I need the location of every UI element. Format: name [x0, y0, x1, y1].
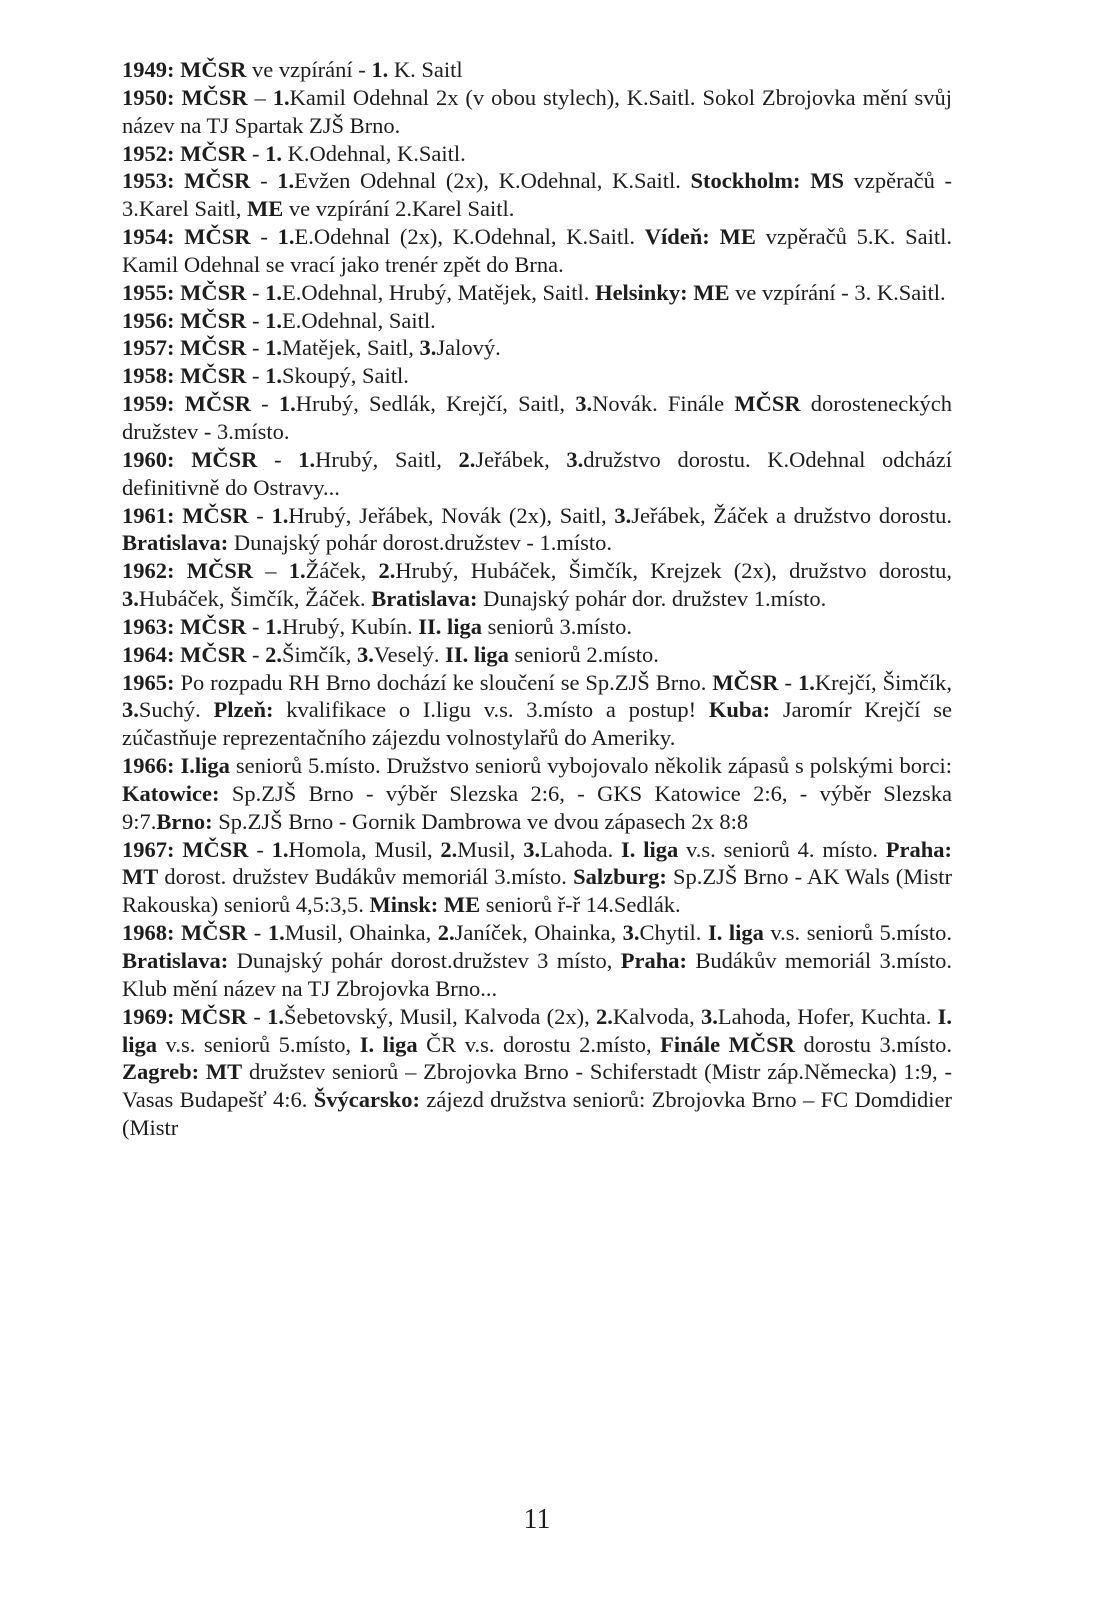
text-segment: -: [778, 669, 798, 695]
bold-segment: 2.: [458, 446, 476, 472]
text-segment: [175, 558, 187, 583]
text-segment: Šebetovský, Musil, Kalvoda (2x),: [284, 1003, 596, 1029]
text-segment: v.s. seniorů 4. místo.: [678, 836, 886, 862]
text-segment: Kalvoda,: [612, 1003, 701, 1029]
bold-segment: Bratislava:: [371, 586, 478, 612]
bold-segment: 1961:: [122, 502, 175, 528]
bold-segment: Katowice:: [122, 780, 220, 806]
page-number: 11: [523, 1504, 551, 1535]
bold-segment: 1.: [277, 168, 295, 194]
bold-segment: MČSR: [186, 558, 254, 584]
bold-segment: I. liga: [122, 1003, 953, 1057]
bold-segment: Švýcarsko:: [313, 1087, 421, 1113]
text-segment: v.s. seniorů 5.místo,: [157, 1031, 360, 1057]
bold-segment: 2.: [265, 641, 282, 667]
bold-segment: 1969:: [122, 1003, 175, 1029]
text-segment: -: [246, 279, 266, 305]
bold-segment: 3.: [122, 586, 139, 612]
bold-segment: II. liga: [418, 613, 483, 639]
bold-segment: MČSR: [180, 57, 247, 82]
bold-segment: MČSR: [184, 168, 251, 194]
bold-segment: MČSR: [180, 140, 247, 166]
text-segment: E.Odehnal (2x), K.Odehnal, K.Saitl.: [294, 224, 645, 250]
text-segment: Jaromír Krejčí se zúčastňuje reprezentačního zájezdu volnostylařů do Ameriky.: [122, 697, 952, 751]
text-segment: Sp.ZJŠ Brno - Gornik Dambrowa ve dvou zápasech 2x 8:8: [212, 808, 749, 834]
bold-segment: 1955:: [122, 279, 175, 305]
text-segment: ve vzpírání - 3. K.Saitl.: [729, 279, 946, 305]
text-segment: Po rozpadu RH Brno dochází ke sloučení se Sp.ZJŠ Brno.: [174, 669, 713, 695]
text-segment: Budákův memoriál 3.místo. Klub mění název na TJ Zbrojovka Brno...: [122, 948, 952, 1001]
bold-segment: MČSR: [180, 1003, 248, 1029]
bold-segment: 3.: [622, 920, 640, 946]
year-entry: [122, 669, 952, 753]
text-segment: Žáček,: [305, 558, 379, 584]
text-segment: [175, 391, 185, 416]
text-segment: -: [247, 1003, 268, 1029]
text-segment: Hrubý, Jeřábek, Novák (2x), Saitl,: [288, 502, 615, 528]
bold-segment: 1964:: [122, 641, 175, 667]
year-entry: [122, 390, 952, 446]
bold-segment: 1952:: [122, 140, 175, 166]
year-entry: [122, 557, 952, 613]
bold-segment: 1963:: [122, 613, 175, 639]
text-segment: -: [250, 391, 279, 417]
bold-segment: Helsinky: ME: [595, 279, 730, 305]
text-segment: kvalifikace o I.ligu v.s. 3.místo a postup!: [273, 697, 709, 723]
year-entry: [122, 1003, 952, 1142]
text-segment: K. Saitl: [388, 57, 463, 82]
bold-segment: 2.: [378, 558, 396, 584]
text-segment: Kamil Odehnal 2x (v obou stylech), K.Saitl. Sokol Zbrojovka mění svůj název na TJ Spartak ZJŠ Brno.: [122, 84, 953, 138]
bold-segment: 1954:: [122, 224, 175, 250]
text-segment: ČR v.s. dorostu 2.místo,: [417, 1031, 661, 1057]
year-entry: [122, 84, 952, 140]
year-entry: [122, 752, 952, 836]
bold-segment: MČSR: [712, 669, 779, 695]
bold-segment: MČSR: [180, 363, 247, 389]
bold-segment: 2.: [440, 836, 458, 862]
text-segment: Skoupý, Saitl.: [282, 363, 409, 389]
bold-segment: MČSR: [182, 502, 249, 528]
text-segment: E.Odehnal, Hrubý, Matějek, Saitl.: [282, 279, 596, 305]
bold-segment: 1.: [271, 836, 289, 862]
text-segment: E.Odehnal, Saitl.: [282, 307, 436, 333]
bold-segment: MČSR: [180, 613, 247, 639]
bold-segment: 1966:: [122, 753, 175, 779]
text-segment: Suchý.: [138, 697, 214, 723]
text-segment: seniorů 3.místo.: [482, 613, 633, 639]
bold-segment: MČSR: [180, 307, 247, 333]
year-entry: [122, 919, 952, 1003]
text-segment: [175, 168, 185, 193]
text-segment: ve vzpírání 2.Karel Saitl.: [283, 196, 515, 222]
text-segment: -: [257, 446, 299, 472]
bold-segment: Brno:: [156, 808, 213, 834]
text-segment: -: [246, 140, 266, 166]
text-segment: Evžen Odehnal (2x), K.Odehnal, K.Saitl.: [294, 168, 691, 194]
text-segment: družstev seniorů – Zbrojovka Brno - Schiferstadt (Mistr záp.Německa) 1:9, - Vasas Budapešť 4:6.: [122, 1059, 952, 1113]
bold-segment: 1960:: [122, 446, 175, 472]
text-segment: -: [246, 335, 266, 361]
bold-segment: 1968:: [122, 920, 175, 946]
bold-segment: II. liga: [445, 641, 509, 667]
text-segment: Homola, Musil,: [288, 836, 441, 862]
year-entry: [122, 223, 952, 279]
bold-segment: 3.: [122, 697, 139, 723]
bold-segment: Kuba:: [708, 697, 771, 723]
bold-segment: MČSR: [181, 920, 248, 946]
bold-segment: MČSR: [734, 391, 801, 417]
bold-segment: 1958:: [122, 363, 175, 389]
year-entry: [122, 502, 952, 558]
bold-segment: 3.: [701, 1003, 718, 1029]
bold-segment: 3.: [614, 502, 632, 528]
bold-segment: Finále MČSR: [660, 1031, 795, 1057]
text-segment: Novák. Finále: [592, 391, 735, 417]
year-entry: [122, 307, 952, 335]
text-segment: ve vzpírání -: [246, 57, 372, 82]
bold-segment: 1.: [298, 446, 316, 472]
text-segment: -: [246, 307, 266, 333]
bold-segment: I.liga: [180, 753, 230, 779]
bold-segment: 1959:: [122, 391, 175, 417]
bold-segment: 1957:: [122, 335, 175, 361]
year-entry: [122, 362, 952, 390]
text-segment: Lahoda.: [540, 836, 622, 862]
text-segment: v.s. seniorů 5.místo.: [763, 920, 952, 946]
text-segment: Dunajský pohár dorost.družstev - 1.místo.: [228, 530, 612, 556]
bold-segment: 2.: [595, 1003, 613, 1029]
text-segment: vzpěračů - 3.Karel Saitl,: [122, 168, 952, 222]
bold-segment: 1965:: [122, 669, 175, 695]
text-segment: Hrubý, Hubáček, Šimčík, Krejzek (2x), družstvo dorostu,: [395, 558, 952, 584]
text-segment: -: [246, 613, 266, 639]
text-segment: dorostu 3.místo.: [794, 1031, 952, 1057]
bold-segment: Bratislava:: [122, 530, 229, 556]
bold-segment: 1956:: [122, 307, 175, 333]
text-segment: Veselý.: [373, 641, 446, 667]
bold-segment: 1949:: [122, 57, 175, 82]
year-entry: [122, 836, 952, 920]
text-segment: Dunajský pohár dorost.družstev 3 místo,: [228, 948, 621, 973]
text-segment: Hubáček, Šimčík, Žáček.: [138, 586, 372, 612]
bold-segment: MČSR: [184, 391, 251, 417]
text-segment: -: [250, 224, 278, 250]
text-segment: Musil,: [457, 836, 524, 862]
bold-segment: Bratislava:: [122, 948, 229, 973]
bold-segment: Salzburg:: [573, 864, 667, 890]
text-segment: [175, 224, 185, 249]
bold-segment: I. liga: [707, 920, 764, 946]
year-entry: [122, 140, 952, 168]
bold-segment: 1.: [797, 669, 815, 695]
text-segment: -: [246, 363, 266, 389]
bold-segment: Praha:: [620, 948, 687, 973]
bold-segment: 3.: [566, 446, 584, 472]
year-entry: [122, 167, 952, 223]
text-segment: seniorů 5.místo. Družstvo seniorů vybojovalo několik zápasů s polskými borci:: [229, 753, 953, 779]
bold-segment: 3.: [357, 641, 374, 667]
text-segment: Hrubý, Saitl,: [315, 446, 459, 472]
text-segment: seniorů 2.místo.: [508, 641, 659, 667]
year-entry: [122, 56, 952, 84]
bold-segment: 1.: [265, 140, 282, 166]
text-segment: -: [248, 502, 272, 528]
bold-segment: 3.: [419, 335, 437, 361]
year-entry: [122, 446, 952, 502]
text-segment: Musil, Ohainka,: [284, 920, 438, 946]
bold-segment: Minsk: ME: [369, 892, 481, 918]
bold-segment: MČSR: [180, 279, 247, 305]
bold-segment: 1.: [272, 84, 290, 110]
bold-segment: MČSR: [181, 84, 248, 110]
bold-segment: 1950:: [122, 84, 175, 110]
text-segment: Jeřábek,: [475, 446, 567, 472]
bold-segment: 2.: [437, 920, 455, 946]
bold-segment: Vídeň: ME: [644, 224, 756, 250]
chronicle-text: [122, 56, 952, 1142]
text-segment: -: [248, 836, 272, 862]
text-segment: -: [250, 168, 278, 194]
bold-segment: 1.: [265, 335, 282, 361]
bold-segment: 1.: [278, 391, 296, 417]
text-segment: seniorů ř-ř 14.Sedlák.: [480, 892, 681, 918]
bold-segment: 1.: [265, 363, 282, 389]
text-segment: Lahoda, Hofer, Kuchta.: [717, 1003, 938, 1029]
text-segment: -: [246, 641, 266, 667]
bold-segment: 1.: [277, 224, 295, 250]
bold-segment: 3.: [575, 391, 593, 417]
text-segment: Chytil.: [639, 920, 708, 946]
bold-segment: 1.: [267, 920, 285, 946]
bold-segment: MČSR: [180, 641, 247, 667]
text-segment: Sp.ZJŠ Brno - výběr Slezska 2:6, - GKS Katowice 2:6, - výběr Slezska 9:7.: [122, 780, 952, 834]
text-segment: Krejčí, Šimčík,: [814, 669, 952, 695]
bold-segment: MČSR: [180, 335, 247, 361]
bold-segment: 1953:: [122, 168, 175, 194]
bold-segment: MČSR: [182, 836, 249, 862]
text-segment: zájezd družstva seniorů: Zbrojovka Brno – FC Domdidier (Mistr: [122, 1087, 952, 1141]
bold-segment: 3.: [523, 836, 541, 862]
bold-segment: Plzeň:: [213, 697, 274, 723]
text-segment: K.Odehnal, K.Saitl.: [282, 140, 466, 166]
text-segment: Jalový.: [436, 335, 501, 361]
text-segment: -: [247, 920, 268, 946]
year-entry: [122, 613, 952, 641]
text-segment: Dunajský pohár dor. družstev 1.místo.: [477, 586, 827, 612]
bold-segment: MČSR: [191, 446, 258, 472]
text-segment: Matějek, Saitl,: [282, 335, 420, 361]
text-segment: dorosteneckých družstev - 3.místo.: [122, 391, 952, 444]
year-entry: [122, 334, 952, 362]
bold-segment: 1.: [267, 1003, 284, 1029]
bold-segment: ME: [246, 196, 284, 222]
bold-segment: 1967:: [122, 836, 175, 862]
text-segment: Janíček, Ohainka,: [454, 920, 623, 946]
year-entry: [122, 279, 952, 307]
bold-segment: 1.: [271, 502, 289, 528]
bold-segment: 1.: [288, 558, 306, 584]
bold-segment: Praha: MT: [122, 836, 953, 890]
bold-segment: Stockholm: MS: [690, 168, 844, 194]
year-entry: [122, 641, 952, 669]
bold-segment: I. liga: [359, 1031, 418, 1057]
text-segment: Hrubý, Kubín.: [282, 613, 419, 639]
text-segment: –: [253, 558, 289, 584]
bold-segment: 1.: [265, 307, 282, 333]
text-segment: Jeřábek, Žáček a družstvo dorostu.: [631, 502, 953, 528]
text-segment: Šimčík,: [282, 641, 358, 667]
bold-segment: 1.: [265, 613, 282, 639]
text-segment: [175, 447, 192, 472]
bold-segment: 1.: [265, 279, 282, 305]
text-segment: Hrubý, Sedlák, Krejčí, Saitl,: [295, 391, 576, 417]
bold-segment: 1.: [371, 57, 389, 82]
text-segment: –: [247, 84, 273, 110]
text-segment: vzpěračů 5.K. Saitl. Kamil Odehnal se vrací jako trenér zpět do Brna.: [122, 224, 953, 277]
bold-segment: Zagreb: MT: [122, 1059, 243, 1085]
text-segment: družstvo dorostu. K.Odehnal odchází definitivně do Ostravy...: [122, 446, 953, 500]
bold-segment: 1962:: [122, 558, 175, 584]
text-segment: Sp.ZJŠ Brno - AK Wals (Mistr Rakouska) seniorů 4,5:3,5.: [122, 864, 952, 918]
bold-segment: I. liga: [621, 836, 679, 862]
bold-segment: MČSR: [184, 224, 251, 250]
text-segment: dorost. družstev Budákův memoriál 3.místo.: [158, 864, 574, 890]
